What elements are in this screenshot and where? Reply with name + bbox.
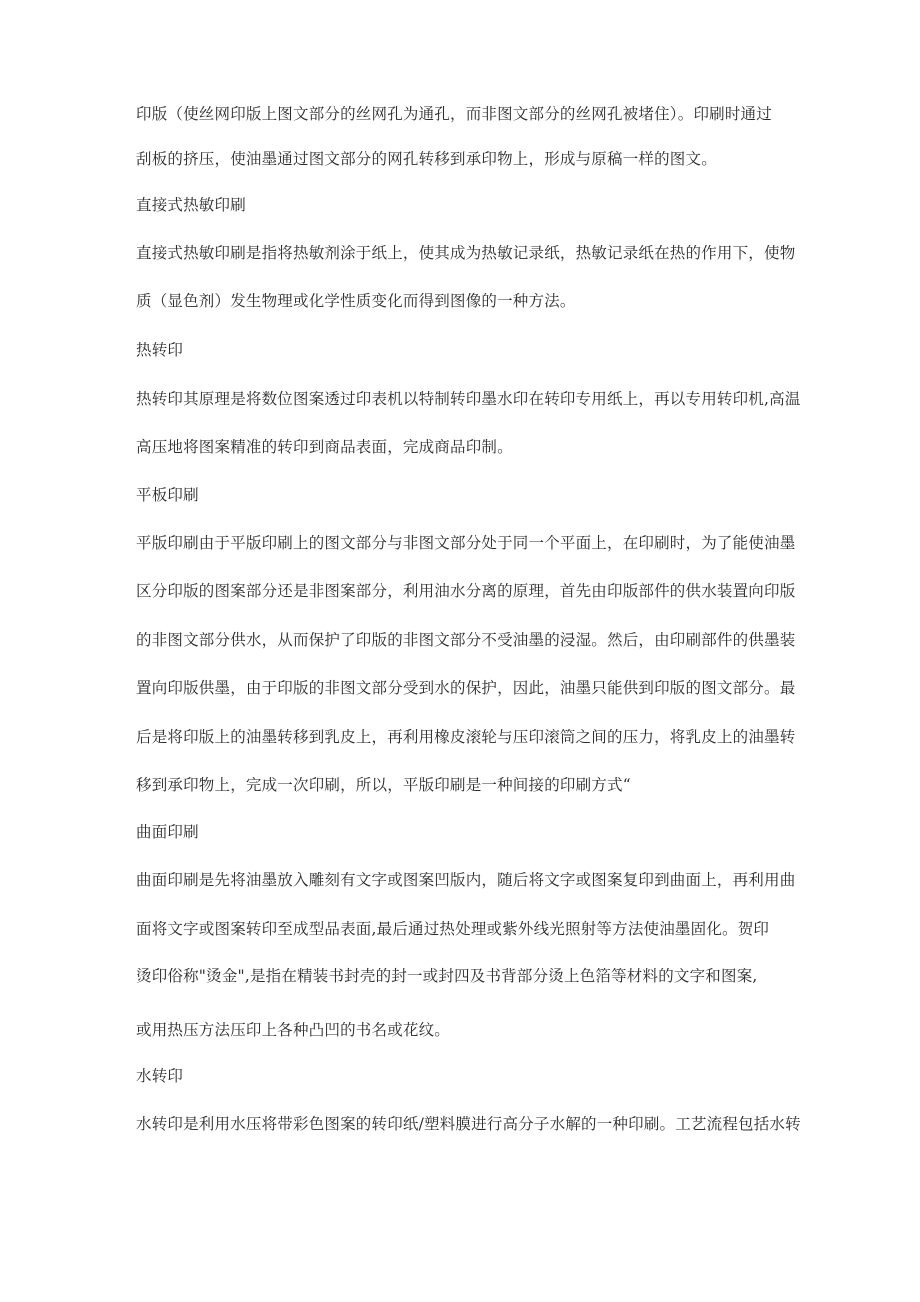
paragraph-line: 质（显色剂）发生物理或化学性质变化而得到图像的一种方法。: [136, 292, 576, 310]
paragraph-line: 烫印俗称"烫金",是指在精装书封壳的封一或封四及书背部分烫上色箔等材料的文字和图案,: [136, 967, 758, 985]
paragraph-line: 置向印版供墨，由于印版的非图文部分受到水的保护，因此，油墨只能供到印版的图文部分。最: [136, 679, 796, 697]
paragraph-line: 水转印是利用水压将带彩色图案的转印纸/塑料膜进行高分子水解的一种印刷。工艺流程包括水转: [136, 1115, 801, 1133]
paragraph-line: 或用热压方法压印上各种凸凹的书名或花纹。: [136, 1021, 451, 1039]
paragraph-line: 后是将印版上的油墨转移到乳皮上，再利用橡皮滚轮与压印滚筒之间的压力，将乳皮上的油墨转: [136, 728, 796, 746]
section-heading: 热转印: [136, 341, 184, 359]
paragraph-line: 的非图文部分供水，从而保护了印版的非图文部分不受油墨的浸湿。然后，由印刷部件的供墨装: [136, 631, 796, 649]
paragraph-line: 移到承印物上，完成一次印刷，所以，平版印刷是一种间接的印刷方式“: [136, 776, 631, 794]
section-heading: 曲面印刷: [136, 823, 199, 841]
paragraph-line: 平版印刷由于平版印刷上的图文部分与非图文部分处于同一个平面上，在印刷时，为了能使油墨: [136, 534, 796, 552]
paragraph-line: 热转印其原理是将数位图案透过印表机以特制转印墨水印在转印专用纸上，再以专用转印机,高温: [136, 390, 801, 408]
paragraph-line: 高压地将图案精准的转印到商品表面，完成商品印制。: [136, 438, 513, 456]
paragraph-line: 面将文字或图案转印至成型品表面,最后通过热处理或紫外线光照射等方法使油墨固化。贺印: [136, 920, 770, 938]
section-heading: 水转印: [136, 1067, 184, 1085]
section-heading: 直接式热敏印刷: [136, 196, 246, 214]
section-heading: 平板印刷: [136, 486, 199, 504]
paragraph-line: 刮板的挤压，使油墨通过图文部分的网孔转移到承印物上，形成与原稿一样的图文。: [136, 150, 717, 168]
paragraph-line: 印版（使丝网印版上图文部分的丝网孔为通孔，而非图文部分的丝网孔被堵住）。印刷时通过: [136, 105, 772, 123]
paragraph-line: 直接式热敏印刷是指将热敏剂涂于纸上，使其成为热敏记录纸，热敏记录纸在热的作用下，使物: [136, 244, 796, 262]
paragraph-line: 曲面印刷是先将油墨放入雕刻有文字或图案凹版内，随后将文字或图案复印到曲面上，再利用曲: [136, 871, 796, 889]
paragraph-line: 区分印版的图案部分还是非图案部分，利用油水分离的原理，首先由印版部件的供水装置向印版: [136, 582, 796, 600]
